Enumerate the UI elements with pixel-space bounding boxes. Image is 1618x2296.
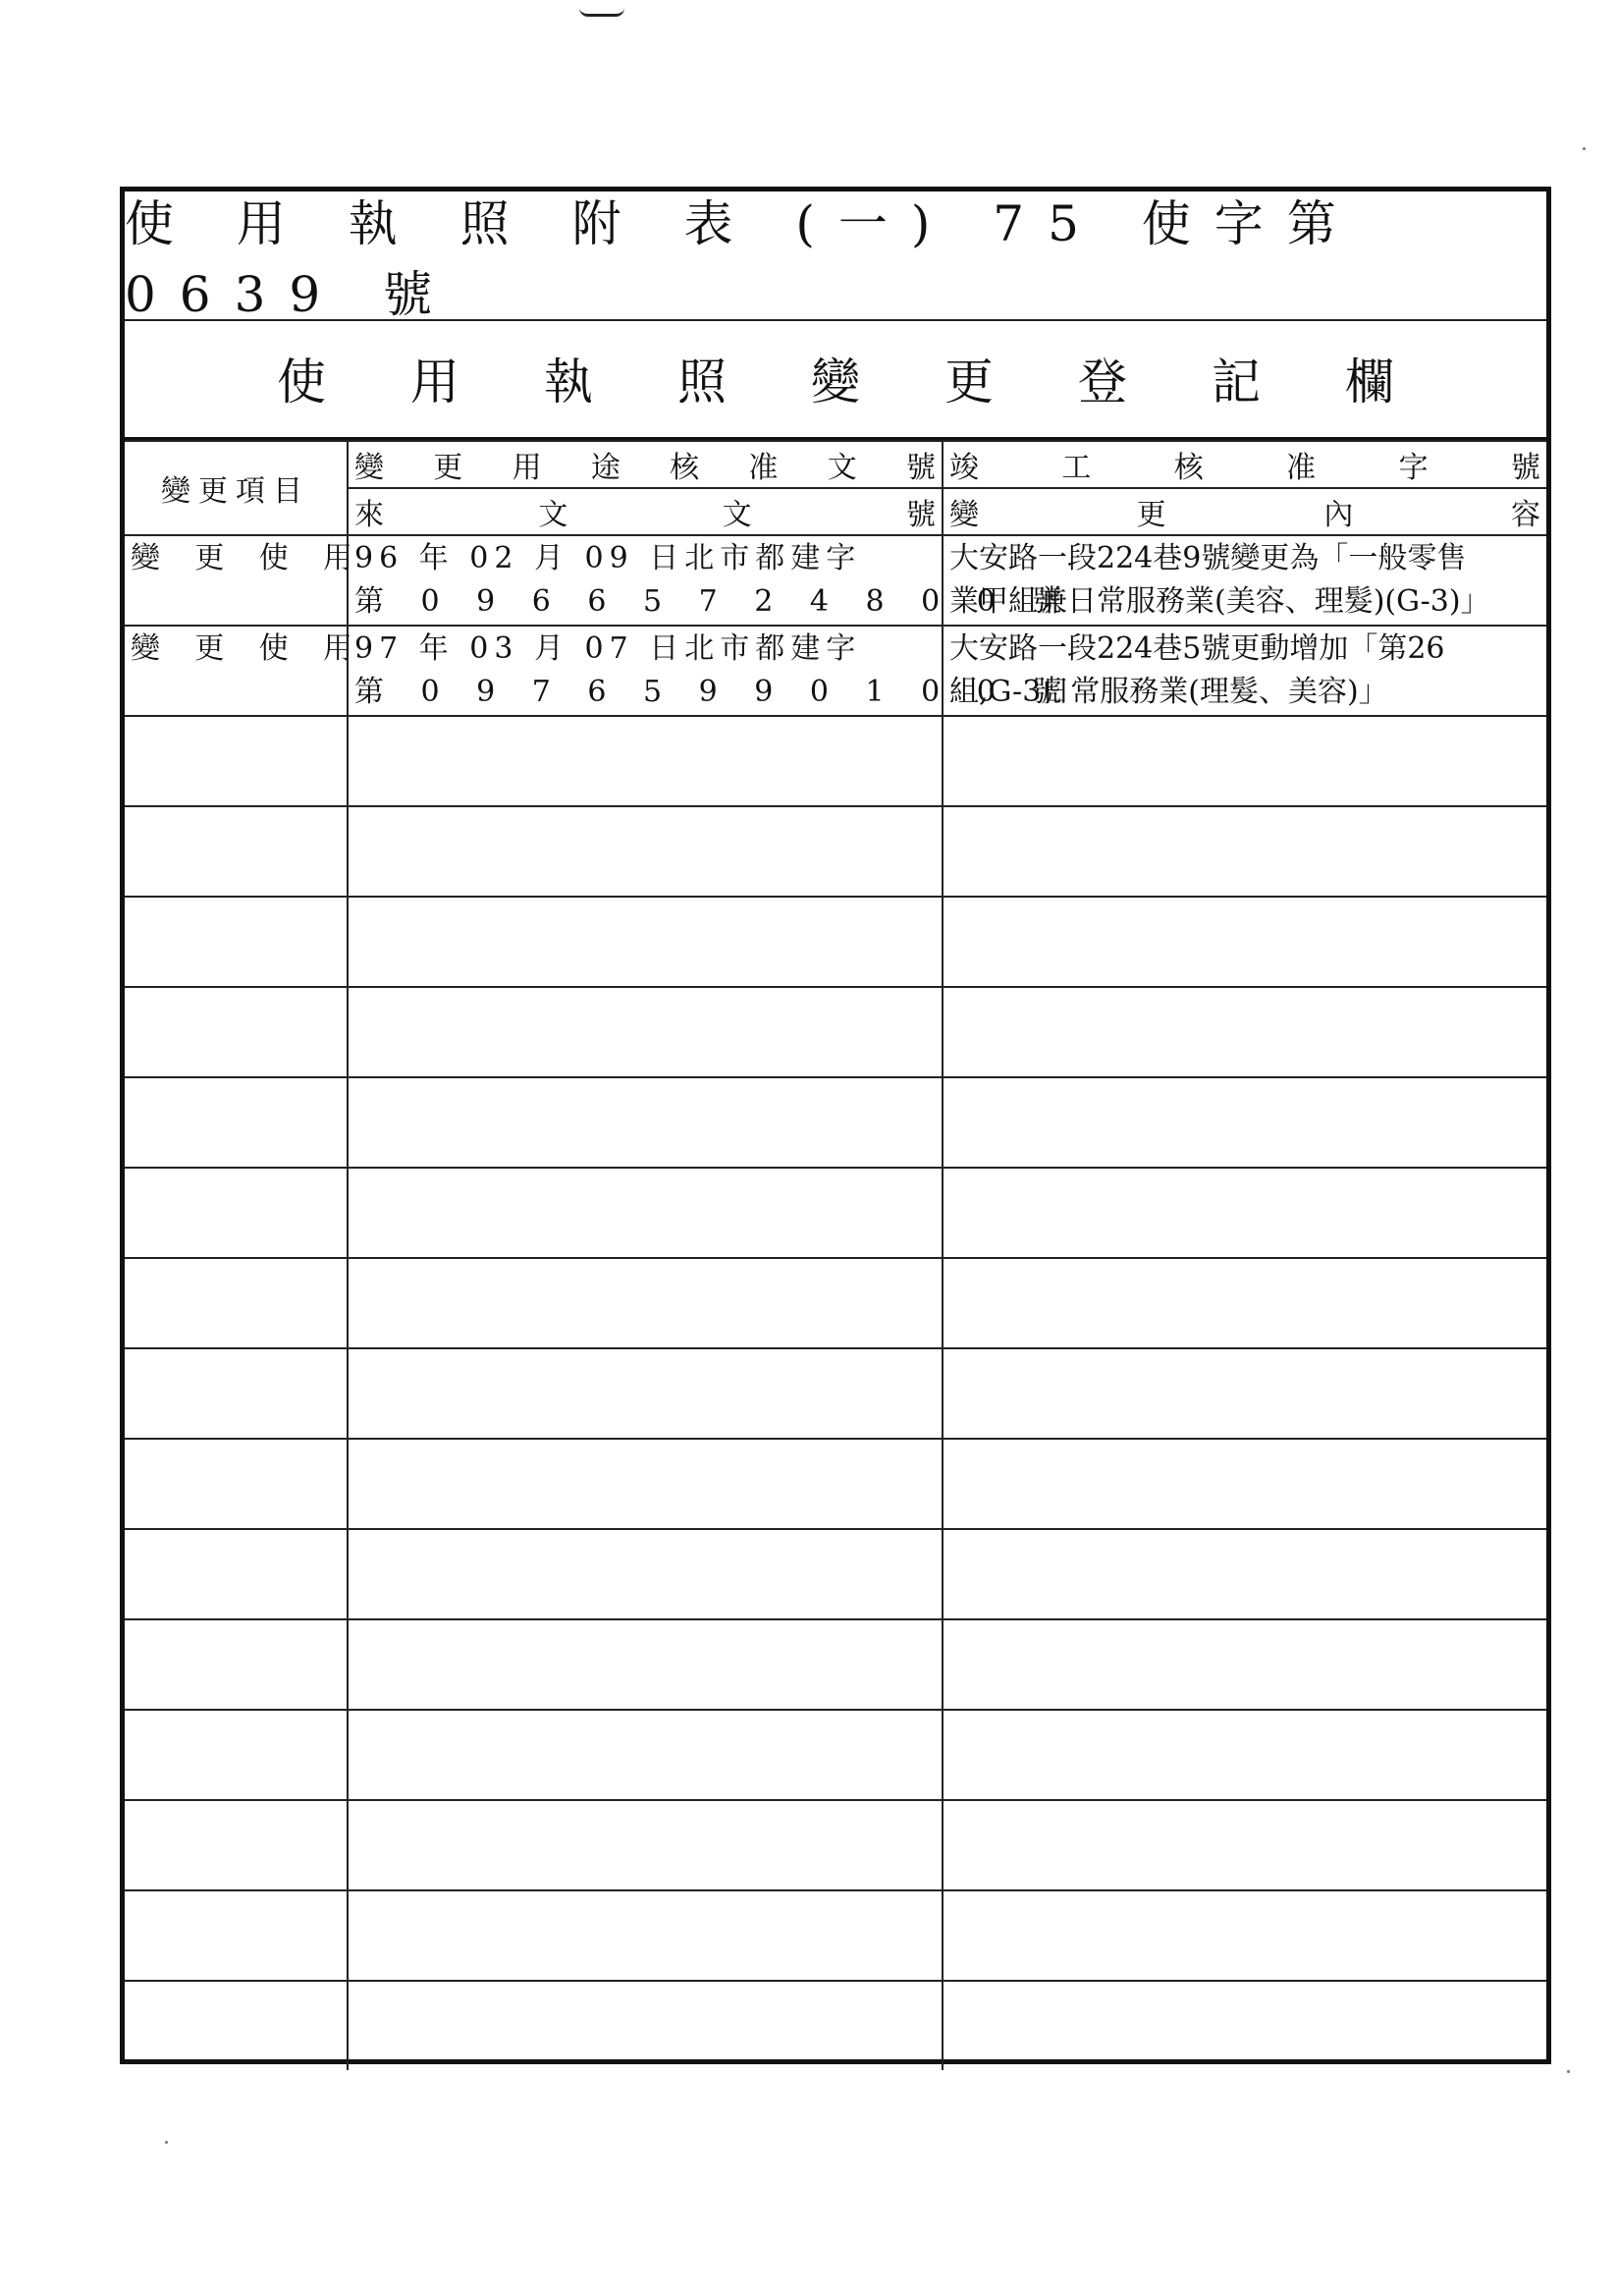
empty-cell bbox=[348, 1619, 943, 1710]
license-form bbox=[120, 187, 1551, 2064]
empty-cell bbox=[125, 1619, 348, 1710]
empty-cell bbox=[125, 1890, 348, 1981]
row-content-cell bbox=[943, 626, 1546, 716]
header-item: 變更項目 bbox=[125, 441, 348, 535]
empty-cell bbox=[348, 1348, 943, 1439]
empty-row bbox=[125, 1077, 1546, 1168]
empty-cell bbox=[348, 1890, 943, 1981]
empty-cell bbox=[348, 1258, 943, 1348]
empty-cell bbox=[348, 987, 943, 1077]
empty-cell bbox=[943, 1800, 1546, 1890]
empty-cell bbox=[348, 1439, 943, 1529]
row-content-line2: 組,G-3日常服務業(理髮、美容)」 bbox=[949, 675, 1388, 709]
title-row bbox=[125, 191, 1546, 321]
empty-row bbox=[125, 1439, 1546, 1529]
empty-cell bbox=[348, 716, 943, 806]
empty-cell bbox=[125, 716, 348, 806]
header-content-label: 變 更 內 容 bbox=[949, 498, 1540, 532]
row-doc-cell bbox=[348, 535, 1076, 626]
row-item: 變 更 使 用 bbox=[131, 541, 352, 575]
row-doc-cell bbox=[348, 626, 1076, 716]
row-item-cell bbox=[125, 535, 352, 626]
empty-cell bbox=[125, 1077, 348, 1168]
form-title: 使 用 執 照 附 表 (一) 75 使字第 0639 號 bbox=[125, 195, 1360, 323]
empty-row bbox=[125, 1890, 1546, 1981]
scan-speck bbox=[1567, 2070, 1570, 2073]
empty-cell bbox=[125, 1529, 348, 1619]
empty-row bbox=[125, 1710, 1546, 1800]
empty-cell bbox=[125, 1258, 348, 1348]
empty-row bbox=[125, 1619, 1546, 1710]
empty-cell bbox=[943, 1439, 1546, 1529]
scan-speck bbox=[165, 2141, 168, 2144]
heading-row bbox=[125, 319, 1546, 440]
empty-cell bbox=[943, 1890, 1546, 1981]
empty-cell bbox=[125, 806, 348, 897]
empty-row bbox=[125, 1348, 1546, 1439]
header-content bbox=[943, 488, 1546, 535]
empty-cell bbox=[943, 1168, 1546, 1258]
empty-cell bbox=[943, 1710, 1546, 1800]
empty-cell bbox=[348, 897, 943, 987]
header-incoming-doc-label: 來 文 文 號 bbox=[354, 498, 936, 532]
empty-cell bbox=[125, 897, 348, 987]
empty-row bbox=[125, 1800, 1546, 1890]
empty-row bbox=[125, 987, 1546, 1077]
empty-row bbox=[125, 897, 1546, 987]
empty-cell bbox=[348, 1800, 943, 1890]
empty-cell bbox=[125, 1710, 348, 1800]
empty-cell bbox=[943, 987, 1546, 1077]
scan-speck bbox=[1583, 147, 1586, 150]
empty-cell bbox=[348, 1529, 943, 1619]
header-approval-doc bbox=[348, 441, 943, 488]
empty-cell bbox=[125, 1800, 348, 1890]
row-item-cell bbox=[125, 626, 352, 716]
header-completion-no-label: 竣 工 核 准 字 號 bbox=[949, 451, 1540, 485]
empty-cell bbox=[943, 1619, 1546, 1710]
empty-cell bbox=[348, 806, 943, 897]
empty-cell bbox=[348, 1077, 943, 1168]
empty-cell bbox=[943, 1348, 1546, 1439]
scan-mark bbox=[579, 8, 624, 17]
empty-row bbox=[125, 716, 1546, 806]
row-doc-line2: 第 0 9 7 6 5 9 9 0 1 0 0 號 bbox=[354, 675, 1076, 709]
empty-cell bbox=[125, 1981, 348, 2070]
table-row bbox=[125, 535, 1546, 626]
row-content-line1: 大安路一段224巷9號變更為「一般零售 bbox=[949, 541, 1467, 575]
row-doc-line1: 96 年 02 月 09 日北市都建字 bbox=[354, 541, 862, 575]
empty-cell bbox=[125, 987, 348, 1077]
empty-cell bbox=[943, 1258, 1546, 1348]
table-row bbox=[125, 626, 1546, 716]
empty-cell bbox=[125, 1168, 348, 1258]
empty-cell bbox=[943, 897, 1546, 987]
empty-cell bbox=[943, 806, 1546, 897]
table-header-row bbox=[125, 441, 1546, 488]
row-doc-line2: 第 0 9 6 6 5 7 2 4 8 0 0 號 bbox=[354, 584, 1076, 619]
empty-cell bbox=[348, 1168, 943, 1258]
row-content-cell bbox=[943, 535, 1546, 626]
empty-row bbox=[125, 1981, 1546, 2070]
empty-cell bbox=[943, 716, 1546, 806]
empty-cell bbox=[943, 1077, 1546, 1168]
empty-cell bbox=[125, 1439, 348, 1529]
empty-cell bbox=[943, 1981, 1546, 2070]
row-content-line1: 大安路一段224巷5號更動增加「第26 bbox=[949, 631, 1445, 666]
empty-row bbox=[125, 1529, 1546, 1619]
change-register-table bbox=[125, 440, 1546, 2070]
empty-cell bbox=[943, 1529, 1546, 1619]
empty-cell bbox=[348, 1981, 943, 2070]
header-completion-no bbox=[943, 441, 1546, 488]
empty-row bbox=[125, 806, 1546, 897]
row-item: 變 更 使 用 bbox=[131, 631, 352, 666]
row-content-line2: 業甲組兼日常服務業(美容、理髮)(G-3)」 bbox=[949, 584, 1490, 619]
form-heading: 使用執照變更登記欄 bbox=[277, 354, 1479, 410]
empty-cell bbox=[348, 1710, 943, 1800]
empty-cell bbox=[125, 1348, 348, 1439]
header-incoming-doc bbox=[348, 488, 943, 535]
row-doc-line1: 97 年 03 月 07 日北市都建字 bbox=[354, 631, 862, 666]
empty-row bbox=[125, 1168, 1546, 1258]
header-approval-doc-label: 變 更 用 途 核 准 文 號 bbox=[354, 451, 936, 485]
empty-row bbox=[125, 1258, 1546, 1348]
